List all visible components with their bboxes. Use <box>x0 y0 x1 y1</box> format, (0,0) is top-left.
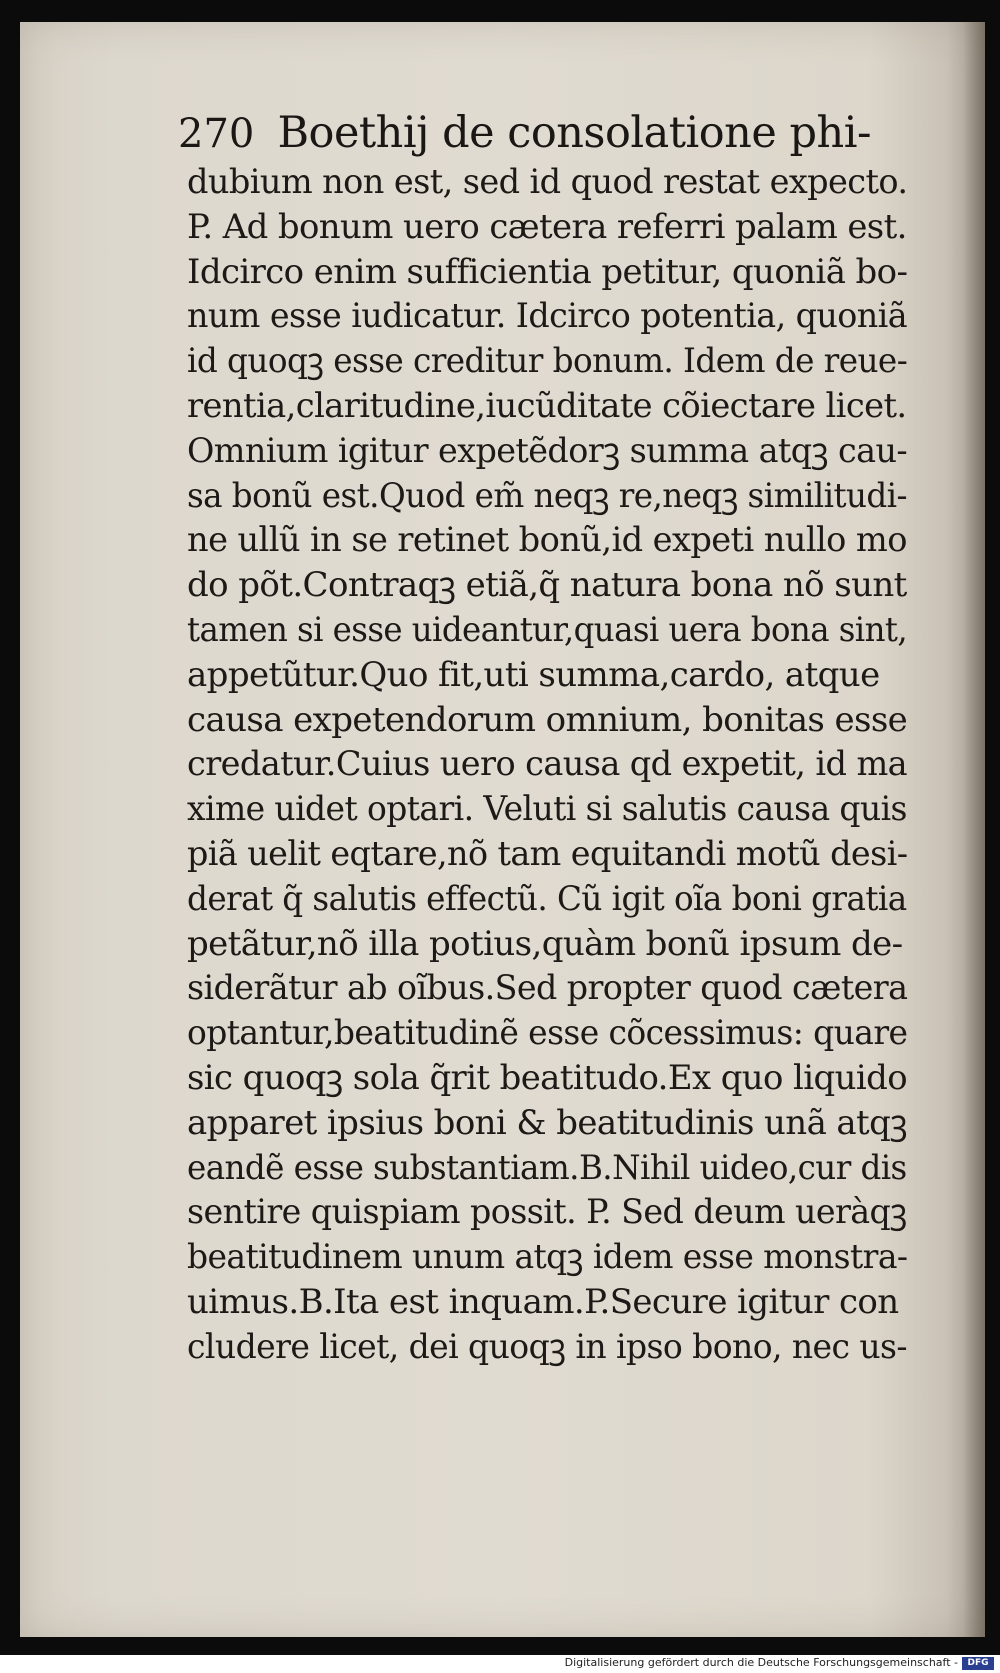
text-line: appetũtur.Quo fit,uti summa,cardo, atque <box>187 654 880 695</box>
page-edge-shadow <box>963 22 985 1637</box>
text-line: optantur,beatitudinẽ esse cõcessimus: quare <box>187 1013 908 1054</box>
text-line: siderãtur ab oĩbus.Sed propter quod cætera <box>187 968 908 1009</box>
text-line: eandẽ esse substantiam.B.Nihil uideo,cur dis <box>187 1147 907 1188</box>
text-line: rentia,claritudine,iucũditate cõiectare licet. <box>187 385 907 426</box>
text-line: ne ullũ in se retinet bonũ,id expeti nullo mo <box>187 520 907 561</box>
text-line: beatitudinem unum atqꝫ idem esse monstra- <box>187 1237 908 1278</box>
text-line: do põt.Contraqꝫ etiã,q̃ natura bona nõ sunt <box>187 565 907 606</box>
running-title: Boethij de consolatione phi- <box>277 108 871 158</box>
text-line: piã uelit eqtare,nõ tam equitandi motũ desi- <box>187 833 908 874</box>
text-line: credatur.Cuius uero causa qd expetit, id ma <box>187 744 908 785</box>
page-header <box>178 108 871 158</box>
digitization-credit: Digitalisierung gefördert durch die Deutsche Forschungsgemeinschaft - <box>564 1656 958 1669</box>
text-line: P. Ad bonum uero cætera referri palam est. <box>187 206 907 247</box>
digitization-footer <box>0 1655 1000 1673</box>
text-line: causa expetendorum omnium, bonitas esse <box>187 699 908 740</box>
text-line: derat q̃ salutis effectũ. Cũ igit oĩa boni gratia <box>187 878 907 919</box>
text-line: sa bonũ est.Quod em̃ neqꝫ re,neqꝫ similitudi- <box>187 475 907 516</box>
text-line: petãtur,nõ illa potius,quàm bonũ ipsum de- <box>187 923 903 964</box>
text-line: tamen si esse uideantur,quasi uera bona sint, <box>187 609 908 650</box>
text-line: xime uidet optari. Veluti si salutis causa quis <box>187 789 907 830</box>
text-line: id quoqꝫ esse creditur bonum. Idem de reue- <box>187 341 908 382</box>
text-line: dubium non est, sed id quod restat expecto. <box>187 162 908 202</box>
text-line: sentire quispiam possit. P. Sed deum ueràqꝫ <box>187 1192 907 1233</box>
page-number: 270 <box>178 111 255 157</box>
text-line: uimus.B.Ita est inquam.P.Secure igitur con <box>187 1281 899 1322</box>
text-line: cludere licet, dei quoqꝫ in ipso bono, nec us- <box>187 1326 907 1367</box>
text-line: Omnium igitur expetẽdorꝫ summa atqꝫ cau- <box>187 430 908 471</box>
dfg-logo: DFG <box>962 1657 994 1670</box>
text-line: Idcirco enim sufficientia petitur, quoniã bo- <box>187 251 908 292</box>
text-line: apparet ipsius boni & beatitudinis unã atqꝫ <box>187 1102 907 1143</box>
text-line: sic quoqꝫ sola q̃rit beatitudo.Ex quo liquido <box>187 1057 908 1098</box>
body-text <box>187 160 907 1370</box>
text-line: num esse iudicatur. Idcirco potentia, quoniã <box>187 296 908 337</box>
